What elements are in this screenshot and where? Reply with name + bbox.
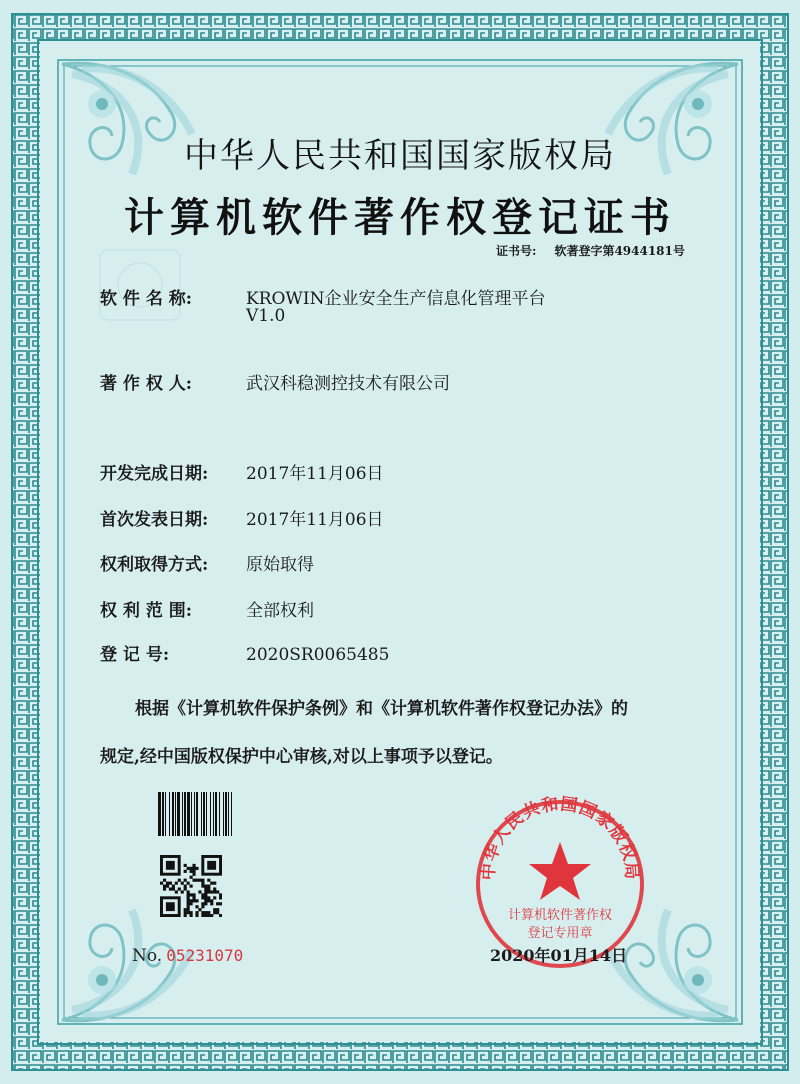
field-value: 全部权利 [246,601,314,621]
seal-arc-text: 中华人民共和国国家版权局 [478,794,642,881]
field-scope [100,596,314,621]
field-dev-date [100,459,384,484]
field-label: 登 记 号: [100,645,170,665]
serial-prefix: No. [132,946,163,966]
serial-value: 05231070 [166,946,244,965]
certificate-number-value: 软著登字第4944181号 [554,244,685,258]
field-value: 2020SR0065485 [246,645,390,665]
field-label: 权利取得方式: [100,555,209,575]
certificate-number [496,242,685,259]
field-value: 2017年11月06日 [246,510,384,530]
field-label: 权 利 范 围: [100,601,193,621]
field-software-version: V1.0 [246,306,286,326]
field-label: 首次发表日期: [100,510,209,530]
certificate-title: 计算机软件著作权登记证书 [124,194,676,241]
issue-date: 2020年01月14日 [490,946,628,965]
barcode-icon [158,792,276,836]
field-value: 2017年11月06日 [246,464,384,484]
field-owner [100,369,450,394]
field-value: 武汉科稳测控技术有限公司 [246,374,450,394]
field-label: 著 作 权 人: [100,374,193,394]
field-software-name [100,284,546,309]
field-label: 软 件 名 称: [100,289,193,309]
field-acquire-method [100,550,314,575]
field-value: KROWIN企业安全生产信息化管理平台 [246,289,546,309]
star-icon [529,842,591,900]
field-reg-no [100,640,389,665]
statement-line-2: 规定,经中国版权保护中心审核,对以上事项予以登记。 [100,747,503,767]
seal-center-line-2: 登记专用章 [527,926,593,941]
authority-title: 中华人民共和国国家版权局 [184,136,616,176]
statement-line-1: 根据《计算机软件保护条例》和《计算机软件著作权登记办法》的 [135,699,628,719]
field-value: 原始取得 [246,555,314,575]
field-pub-date [100,505,384,530]
seal-center-line-1: 计算机软件著作权 [507,908,613,923]
certificate-number-label: 证书号: [496,244,537,258]
serial-number [132,946,243,966]
qr-code-icon [160,855,222,917]
field-label: 开发完成日期: [100,464,209,484]
